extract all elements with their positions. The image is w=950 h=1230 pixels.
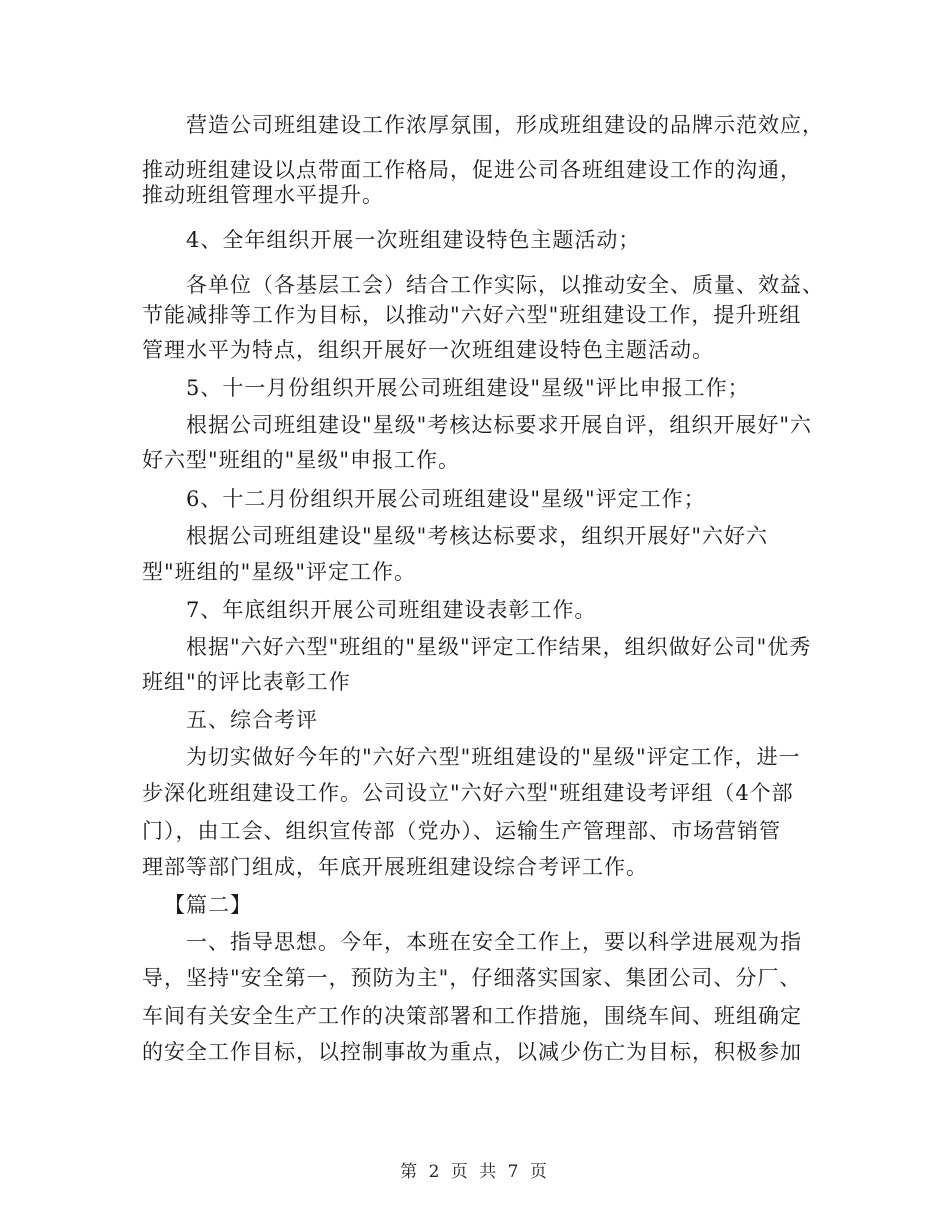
paragraph-line: 导，坚持"安全第一，预防为主"，仔细落实国家、集团公司、分厂、 — [142, 966, 802, 990]
part-heading: 【篇二】 — [164, 893, 252, 917]
section-heading: 五、综合考评 — [186, 708, 318, 732]
paragraph-line: 推动班组管理水平提升。 — [142, 183, 384, 207]
paragraph-line: 一、指导思想。今年，本班在安全工作上，要以科学进展观为指 — [186, 930, 802, 954]
paragraph-line: 型"班组的"星级"评定工作。 — [142, 560, 416, 584]
paragraph-line: 根据公司班组建设"星级"考核达标要求，组织开展好"六好六 — [186, 524, 768, 548]
paragraph-line: 5、十一月份组织开展公司班组建设"星级"评比申报工作； — [186, 376, 750, 400]
paragraph-line: 营造公司班组建设工作浓厚氛围，形成班组建设的品牌示范效应， — [186, 113, 824, 137]
paragraph-line: 根据公司班组建设"星级"考核达标要求开展自评，组织开展好"六 — [186, 413, 812, 437]
paragraph-line: 好六型"班组的"星级"申报工作。 — [142, 448, 460, 472]
paragraph-line: 7、年底组织开展公司班组建设表彰工作。 — [186, 598, 597, 622]
paragraph-line: 的安全工作目标，以控制事故为重点，以减少伤亡为目标，积极参加 — [142, 1040, 802, 1064]
paragraph-line: 6、十二月份组织开展公司班组建设"星级"评定工作； — [186, 487, 706, 511]
paragraph-line: 班组"的评比表彰工作 — [142, 670, 351, 694]
paragraph-line: 为切实做好今年的"六好六型"班组建设的"星级"评定工作，进一 — [186, 745, 801, 769]
paragraph-line: 推动班组建设以点带面工作格局，促进公司各班组建设工作的沟通， — [142, 158, 802, 182]
paragraph-line: 门），由工会、组织宣传部（党办）、运输生产管理部、市场营销管 — [142, 819, 781, 843]
paragraph-line: 节能减排等工作为目标，以推动"六好六型"班组建设工作，提升班组 — [142, 303, 802, 327]
paragraph-line: 理部等部门组成，年底开展班组建设综合考评工作。 — [142, 855, 648, 879]
paragraph-line: 管理水平为特点，组织开展好一次班组建设特色主题活动。 — [142, 338, 714, 362]
page-number-footer: 第 2 页 共 7 页 — [400, 1162, 550, 1182]
paragraph-line: 步深化班组建设工作。公司设立"六好六型"班组建设考评组（4个部 — [142, 781, 794, 805]
paragraph-line: 4、全年组织开展一次班组建设特色主题活动； — [186, 228, 641, 252]
paragraph-line: 各单位（各基层工会）结合工作实际，以推动安全、质量、效益、 — [186, 273, 824, 297]
paragraph-line: 车间有关安全生产工作的决策部署和工作措施，围绕车间、班组确定 — [142, 1004, 802, 1028]
paragraph-line: 根据"六好六型"班组的"星级"评定工作结果，组织做好公司"优秀 — [186, 635, 812, 659]
